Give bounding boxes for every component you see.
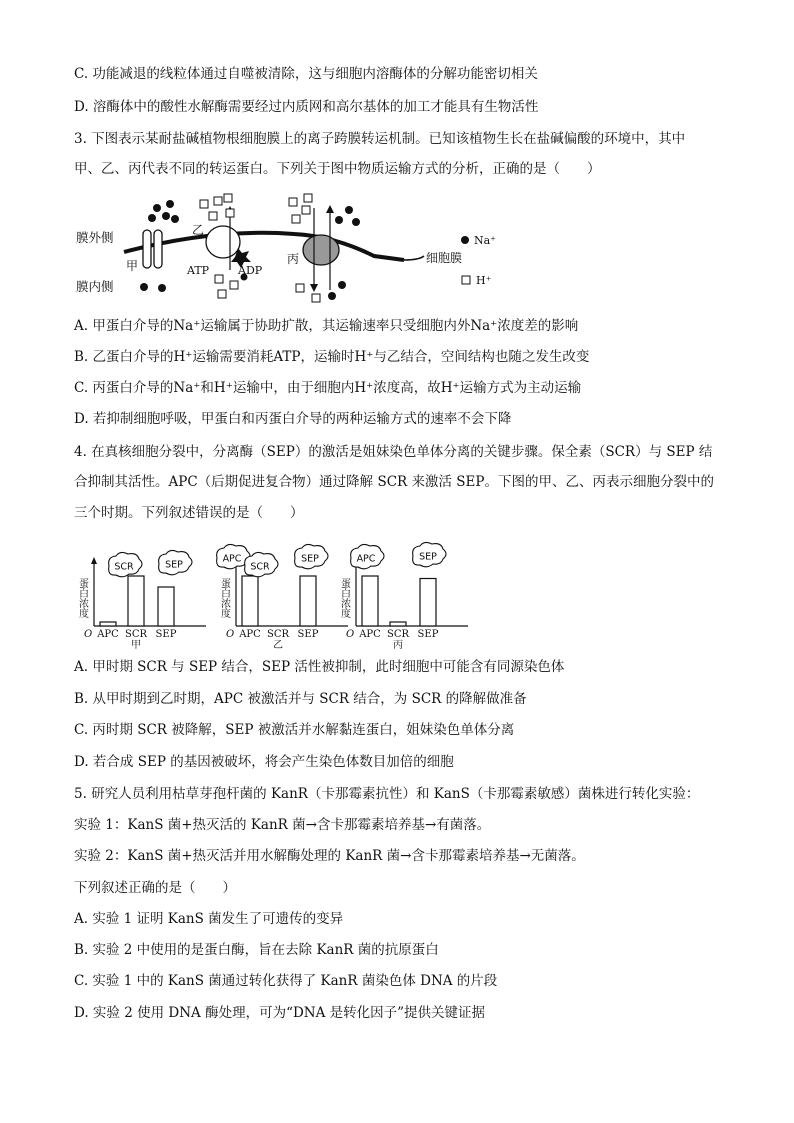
bar-chart-bing: [336, 538, 476, 650]
protein-yi-transporter: [206, 226, 240, 258]
origin-label: O: [226, 629, 235, 640]
tick-label-apc: APC: [97, 629, 119, 640]
y-axis-label: 蛋白浓度: [218, 578, 230, 618]
q3-option-d: D. 若抑制细胞呼吸，甲蛋白和丙蛋白介导的两种运输方式的速率不会下降: [74, 411, 512, 427]
q5-experiment-1: 实验 1：KanS 菌+热灭活的 KanR 菌→含卡那霉素培养基→有菌落。: [74, 817, 491, 833]
protein-yi-label: 乙: [192, 223, 205, 237]
q4-option-d: D. 若合成 SEP 的基因被破坏，将会产生染色体数目加倍的细胞: [74, 754, 454, 770]
outer-side-label: 膜外侧: [76, 230, 114, 245]
bubble-label-sep: SEP: [165, 559, 183, 571]
bubble-label-scr: SCR: [250, 561, 270, 573]
y-axis-label: 蛋白浓度: [76, 578, 88, 618]
q3-stem-line2: 甲、乙、丙代表不同的转运蛋白。下列关于图中物质运输方式的分析，正确的是（ ）: [74, 161, 601, 177]
membrane-line: [124, 233, 404, 260]
protein-jia-channel: [143, 230, 151, 268]
q4-option-b: B. 从甲时期到乙时期，APC 被激活并与 SCR 结合，为 SCR 的降解做准备: [74, 691, 527, 707]
adp-label: ADP: [238, 264, 263, 277]
bubble-label-sep: SEP: [419, 551, 437, 563]
tick-label-scr: SCR: [386, 629, 410, 640]
bar-sep: [300, 576, 316, 626]
option-d-prev: D. 溶酶体中的酸性水解酶需要经过内质网和高尔基体的加工才能具有生物活性: [74, 99, 539, 115]
protein-jia-label: 甲: [126, 259, 139, 273]
bar-apc: [362, 576, 378, 626]
q3-option-b: B. 乙蛋白介导的H⁺运输需要消耗ATP，运输时H⁺与乙结合，空间结构也随之发生改变: [74, 349, 590, 365]
panel-label: 乙: [273, 640, 283, 650]
q5-question: 下列叙述正确的是（ ）: [74, 880, 236, 896]
q3-option-c: C. 丙蛋白介导的Na⁺和H⁺运输中，由于细胞内H⁺浓度高，故H⁺运输方式为主动运输: [74, 380, 582, 396]
membrane-label: 细胞膜: [426, 251, 463, 265]
q5-option-b: B. 实验 2 中使用的是蛋白酶，旨在去除 KanR 菌的抗原蛋白: [74, 942, 439, 958]
legend-h-label: H⁺: [476, 274, 492, 287]
bar-apc: [100, 622, 116, 626]
origin-label: O: [346, 629, 355, 640]
atp-label: ATP: [187, 264, 210, 277]
tick-label-sep: SEP: [417, 629, 439, 640]
y-axis-arrow: [91, 557, 97, 564]
bubble-label-scr: SCR: [114, 561, 134, 573]
q4-stem-line1: 4. 在真核细胞分裂中，分离酶（SEP）的激活是姐妹染色单体分离的关键步骤。保全素（SCR）与 SEP 结: [74, 444, 713, 460]
tick-label-apc: APC: [359, 629, 381, 640]
membrane-transport-figure: [74, 190, 514, 308]
q5-stem: 5. 研究人员利用枯草芽孢杆菌的 KanR（卡那霉素抗性）和 KanS（卡那霉素敏感）菌株进行转化实验：: [74, 786, 700, 802]
legend-na-dot: [461, 236, 469, 244]
q4-option-a: A. 甲时期 SCR 与 SEP 结合，SEP 活性被抑制，此时细胞中可能含有同源染色体: [74, 659, 565, 675]
bubble-label-apc: APC: [356, 553, 376, 565]
q3-stem-line1: 3. 下图表示某耐盐碱植物根细胞膜上的离子跨膜转运机制。已知该植物生长在盐碱偏酸的环境中，其中: [74, 131, 686, 147]
q4-stem-line3: 三个时期。下列叙述错误的是（ ）: [74, 505, 304, 521]
panel-label: 丙: [393, 640, 403, 650]
origin-label: O: [84, 629, 93, 640]
bar-scr: [390, 622, 406, 626]
protein-bing-transporter: [303, 235, 339, 265]
q5-experiment-2: 实验 2：KanS 菌+热灭活并用水解酶处理的 KanR 菌→含卡那霉素培养基→无菌落。: [74, 848, 585, 864]
bubble-label-apc: APC: [222, 553, 242, 565]
y-axis-label: 蛋白浓度: [338, 578, 350, 618]
inner-side-label: 膜内侧: [76, 279, 114, 294]
tick-label-scr: SCR: [124, 629, 148, 640]
bar-apc: [242, 576, 258, 626]
q5-option-d: D. 实验 2 使用 DNA 酶处理，可为“DNA 是转化因子”提供关键证据: [74, 1005, 486, 1021]
q5-option-a: A. 实验 1 证明 KanS 菌发生了可遗传的变异: [74, 911, 344, 927]
bar-chart-jia: [74, 538, 214, 650]
tick-label-scr: SCR: [266, 629, 290, 640]
bar-sep: [158, 587, 174, 626]
bubble-label-sep: SEP: [301, 553, 319, 565]
tick-label-sep: SEP: [297, 629, 319, 640]
tick-label-apc: APC: [239, 629, 261, 640]
q3-option-a: A. 甲蛋白介导的Na⁺运输属于协助扩散，其运输速率只受细胞内外Na⁺浓度差的影响: [74, 318, 579, 334]
q4-option-c: C. 丙时期 SCR 被降解，SEP 被激活并水解黏连蛋白，姐妹染色单体分离: [74, 722, 515, 738]
panel-label: 甲: [131, 640, 141, 650]
option-c-prev: C. 功能减退的线粒体通过自噬被清除，这与细胞内溶酶体的分解功能密切相关: [74, 66, 538, 82]
bar-scr: [128, 576, 144, 626]
legend-na-label: Na⁺: [474, 234, 496, 247]
bar-sep: [420, 579, 436, 627]
q5-option-c: C. 实验 1 中的 KanS 菌通过转化获得了 KanR 菌染色体 DNA 的片段: [74, 973, 498, 989]
protein-bing-label: 丙: [287, 252, 300, 266]
bar-chart-yi: [216, 538, 356, 650]
tick-label-sep: SEP: [155, 629, 177, 640]
q4-stem-line2: 合抑制其活性。APC（后期促进复合物）通过降解 SCR 来激活 SEP。下图的甲、乙、丙表示细胞分裂中的: [74, 474, 714, 490]
